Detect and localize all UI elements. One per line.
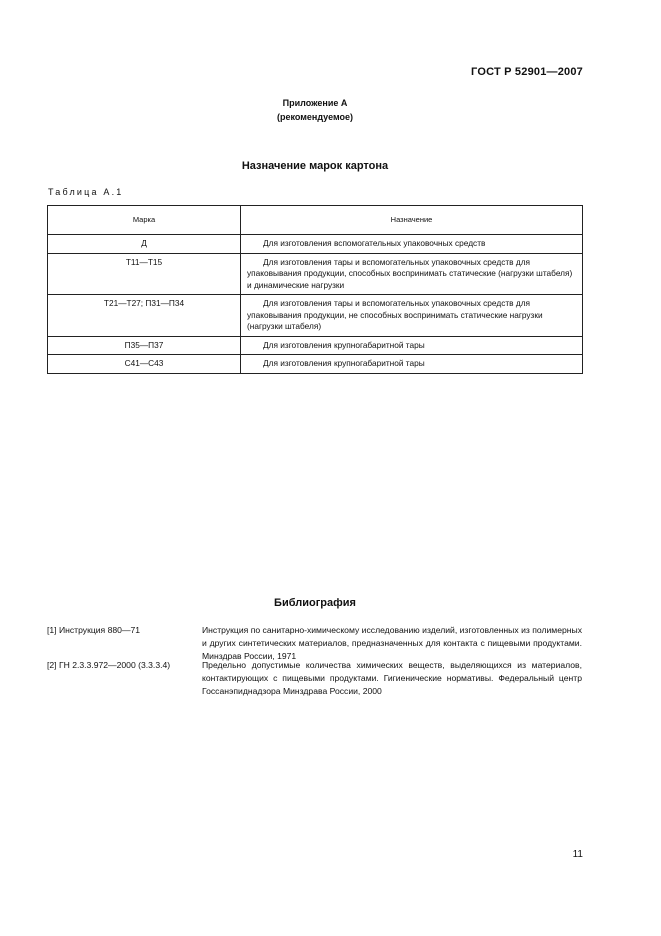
bibliography-ref: [2] ГН 2.3.3.972—2000 (3.3.3.4) [47, 660, 171, 670]
table-header-row [48, 206, 583, 235]
table-row [48, 235, 583, 254]
bibliography-ref: [1] Инструкция 880—71 [47, 625, 141, 635]
cell-mark: Д [48, 235, 241, 254]
table-caption: Таблица А.1 [48, 187, 124, 197]
grades-table [47, 205, 583, 374]
table-row [48, 336, 583, 355]
cell-mark: Т21—Т27; П31—П34 [48, 295, 241, 337]
appendix-status: (рекомендуемое) [277, 112, 353, 122]
document-standard-number: ГОСТ Р 52901—2007 [471, 66, 583, 78]
cell-mark: Т11—Т15 [48, 253, 241, 295]
appendix-title: Приложение А [282, 98, 348, 108]
bibliography-item [47, 659, 583, 711]
column-header-mark: Марка [48, 206, 241, 235]
table-row [48, 295, 583, 337]
cell-mark: С41—С43 [48, 355, 241, 374]
cell-purpose: Для изготовления вспомогательных упаковочных средств [241, 235, 583, 254]
cell-purpose: Для изготовления крупногабаритной тары [241, 336, 583, 355]
section-title: Назначение марок картона [241, 160, 389, 172]
table-row [48, 253, 583, 295]
cell-purpose: Для изготовления тары и вспомогательных упаковочных средств для упаковывания продукции, способных воспринимать статические (нагрузки штабеля) и динамические нагрузки [241, 253, 583, 295]
bibliography-text: Предельно допустимые количества химических веществ, выделяющихся из материалов, контактирующих с пищевыми продуктами. Гигиенические нормативы. Федеральный центр Госсанэпиднадзора Минздрава России, 2000 [202, 660, 582, 696]
cell-purpose: Для изготовления тары и вспомогательных упаковочных средств для упаковывания продукции, не способных воспринимать статические нагрузки (нагрузки штабеля) [241, 295, 583, 337]
cell-mark: П35—П37 [48, 336, 241, 355]
cell-purpose: Для изготовления крупногабаритной тары [241, 355, 583, 374]
column-header-purpose: Назначение [241, 206, 583, 235]
bibliography-title: Библиография [274, 597, 356, 609]
page-number: 11 [572, 849, 583, 860]
table-row [48, 355, 583, 374]
bibliography-text: Инструкция по санитарно-химическому исследованию изделий, изготовленных из полимерных и других синтетических материалов, предназначенных для контакта с пищевыми продуктами. Минздрав России, 1971 [202, 625, 582, 661]
